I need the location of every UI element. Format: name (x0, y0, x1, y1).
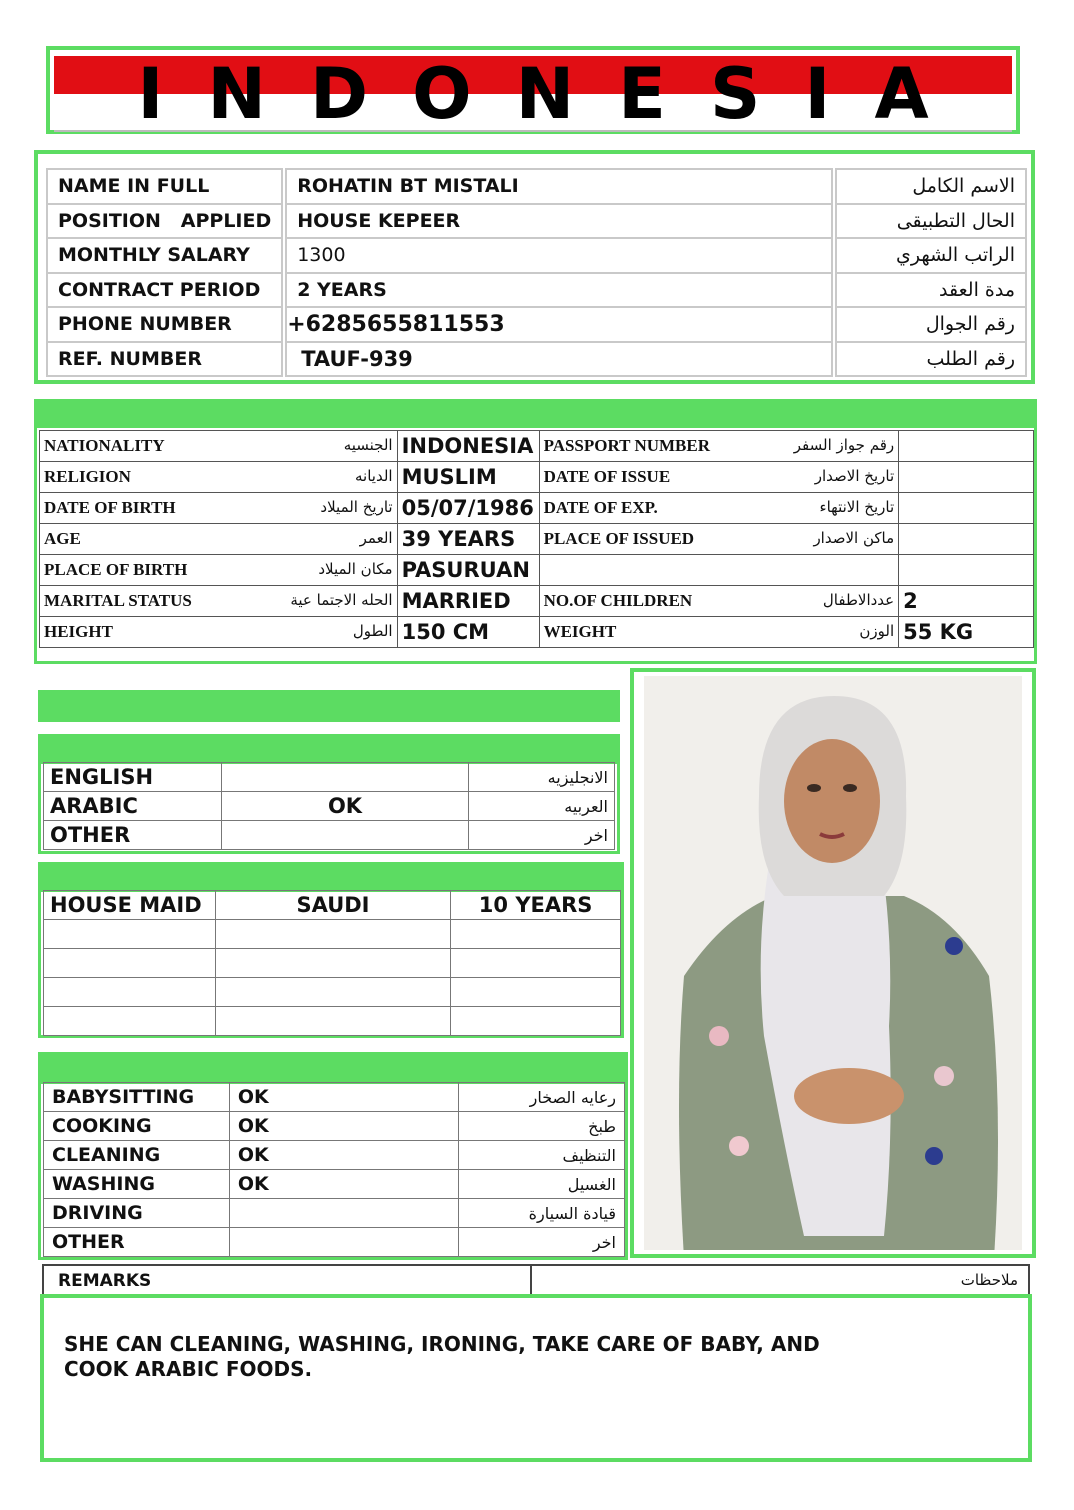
info-value: HOUSE KEPEER (286, 204, 832, 239)
detail-value (899, 493, 1034, 524)
detail-label: PASSPORT NUMBER رقم جواز السفر (539, 431, 899, 462)
detail-label: PLACE OF ISSUED ماكن الاصدار (539, 524, 899, 555)
details-row (40, 586, 1034, 617)
language-level (221, 821, 468, 850)
info-label: POSITION APPLIED (47, 204, 282, 239)
language-name: ENGLISH (44, 763, 222, 792)
details-row (40, 524, 1034, 555)
experience-row (44, 920, 621, 949)
skills-header-bar (38, 1052, 628, 1084)
skill-arabic: قيادة السيارة (459, 1199, 625, 1228)
skill-arabic: رعايه الصخار (459, 1083, 625, 1112)
skill-name: COOKING (44, 1112, 230, 1141)
experience-row (44, 978, 621, 1007)
info-value: 2 YEARS (286, 273, 832, 308)
skill-arabic: التنظيف (459, 1141, 625, 1170)
detail-label: AGE العمر (40, 524, 398, 555)
detail-value: 05/07/1986 (397, 493, 539, 524)
info-row (47, 342, 1026, 377)
skill-name: OTHER (44, 1228, 230, 1257)
experience-position: HOUSE MAID (44, 891, 216, 920)
remarks-text (64, 1332, 820, 1382)
languages-header-bar (38, 734, 620, 764)
language-row (44, 792, 615, 821)
detail-label (539, 555, 899, 586)
detail-label: NATIONALITY الجنسيه (40, 431, 398, 462)
remarks-line: SHE CAN CLEANING, WASHING, IRONING, TAKE CARE OF BABY, AND (64, 1332, 820, 1356)
skill-level: OK (229, 1112, 458, 1141)
info-arabic-label: الاسم الكامل (836, 169, 1026, 204)
section-bar (38, 690, 620, 722)
detail-label: RELIGION الديانه (40, 462, 398, 493)
detail-value: 39 YEARS (397, 524, 539, 555)
language-level (221, 763, 468, 792)
skill-arabic: طبخ (459, 1112, 625, 1141)
experience-position (44, 920, 216, 949)
experience-row (44, 891, 621, 920)
detail-label: DATE OF ISSUE تاريخ الاصدار (539, 462, 899, 493)
detail-value: INDONESIA (397, 431, 539, 462)
info-arabic-label: الحال التطبيقى (836, 204, 1026, 239)
skill-level (229, 1228, 458, 1257)
experience-period (451, 949, 621, 978)
detail-value: MUSLIM (397, 462, 539, 493)
experience-period (451, 920, 621, 949)
languages-section (38, 762, 620, 854)
details-row (40, 617, 1034, 648)
skill-row (44, 1170, 625, 1199)
detail-label: HEIGHT الطول (40, 617, 398, 648)
skills-table (43, 1082, 625, 1257)
info-value: TAUF-939 (286, 342, 832, 377)
detail-label: DATE OF EXP. تاريخ الانتهاء (539, 493, 899, 524)
skill-level (229, 1199, 458, 1228)
detail-value: PASURUAN (397, 555, 539, 586)
details-header-bar (34, 399, 1037, 431)
skill-arabic: اخر (459, 1228, 625, 1257)
info-row (47, 204, 1026, 239)
skill-name: BABYSITTING (44, 1083, 230, 1112)
language-level: OK (221, 792, 468, 821)
experience-position (44, 1007, 216, 1036)
detail-value (899, 524, 1034, 555)
experience-section (38, 890, 624, 1038)
skill-level: OK (229, 1083, 458, 1112)
remarks-section (40, 1294, 1032, 1462)
experience-country (215, 949, 451, 978)
experience-position (44, 978, 216, 1007)
info-arabic-label: الراتب الشهري (836, 238, 1026, 273)
language-name: OTHER (44, 821, 222, 850)
experience-period (451, 978, 621, 1007)
country-flag-header (46, 46, 1020, 134)
info-arabic-label: رقم الطلب (836, 342, 1026, 377)
personal-info-section (34, 150, 1035, 384)
skill-row (44, 1083, 625, 1112)
info-row (47, 273, 1026, 308)
detail-value: 150 CM (397, 617, 539, 648)
details-table (39, 430, 1034, 648)
applicant-photo-illustration (644, 676, 1022, 1250)
details-row (40, 555, 1034, 586)
experience-country (215, 920, 451, 949)
info-row (47, 238, 1026, 273)
detail-label: PLACE OF BIRTH مكان الميلاد (40, 555, 398, 586)
languages-table (43, 762, 615, 850)
skill-arabic: الغسيل (459, 1170, 625, 1199)
applicant-photo-frame (630, 668, 1036, 1258)
language-arabic: اخر (469, 821, 615, 850)
experience-row (44, 1007, 621, 1036)
detail-value (899, 431, 1034, 462)
experience-period: 10 YEARS (451, 891, 621, 920)
detail-value: 2 (899, 586, 1034, 617)
info-value: 1300 (286, 238, 832, 273)
details-row (40, 493, 1034, 524)
experience-table (43, 890, 621, 1036)
language-name: ARABIC (44, 792, 222, 821)
detail-value (899, 462, 1034, 493)
skill-row (44, 1141, 625, 1170)
detail-label: DATE OF BIRTH تاريخ الميلاد (40, 493, 398, 524)
detail-label: MARITAL STATUS الحله الاجتما عية (40, 586, 398, 617)
personal-info-table (46, 168, 1027, 377)
applicant-photo (644, 676, 1022, 1250)
experience-period (451, 1007, 621, 1036)
skill-level: OK (229, 1170, 458, 1199)
info-label: PHONE NUMBER (47, 307, 282, 342)
detail-label: NO.OF CHILDREN عددالاطفال (539, 586, 899, 617)
skill-name: DRIVING (44, 1199, 230, 1228)
info-value: ROHATIN BT MISTALI (286, 169, 832, 204)
language-arabic: العربيه (469, 792, 615, 821)
experience-country (215, 978, 451, 1007)
info-arabic-label: رقم الجوال (836, 307, 1026, 342)
experience-country (215, 1007, 451, 1036)
info-label: NAME IN FULL (47, 169, 282, 204)
experience-position (44, 949, 216, 978)
skill-row (44, 1228, 625, 1257)
remarks-header (42, 1264, 1030, 1296)
detail-value (899, 555, 1034, 586)
skill-level: OK (229, 1141, 458, 1170)
detail-value: MARRIED (397, 586, 539, 617)
detail-value: 55 KG (899, 617, 1034, 648)
skills-section (38, 1082, 628, 1260)
detail-label: WEIGHT الوزن (539, 617, 899, 648)
info-row (47, 307, 1026, 342)
experience-country: SAUDI (215, 891, 451, 920)
country-title: INDONESIA (137, 53, 973, 135)
info-row (47, 169, 1026, 204)
info-value: +6285655811553 (286, 307, 832, 342)
skill-row (44, 1199, 625, 1228)
details-section (34, 428, 1037, 664)
info-label: CONTRACT PERIOD (47, 273, 282, 308)
info-arabic-label: مدة العقد (836, 273, 1026, 308)
language-arabic: الانجليزيه (469, 763, 615, 792)
remarks-line: COOK ARABIC FOODS. (64, 1357, 313, 1381)
language-row (44, 821, 615, 850)
details-row (40, 431, 1034, 462)
experience-row (44, 949, 621, 978)
skill-row (44, 1112, 625, 1141)
experience-header-bar (38, 862, 624, 892)
remarks-arabic-label: ملاحظات (960, 1271, 1018, 1289)
details-row (40, 462, 1034, 493)
skill-name: WASHING (44, 1170, 230, 1199)
language-row (44, 763, 615, 792)
info-label: MONTHLY SALARY (47, 238, 282, 273)
remarks-label: REMARKS (58, 1271, 152, 1291)
skill-name: CLEANING (44, 1141, 230, 1170)
info-label: REF. NUMBER (47, 342, 282, 377)
